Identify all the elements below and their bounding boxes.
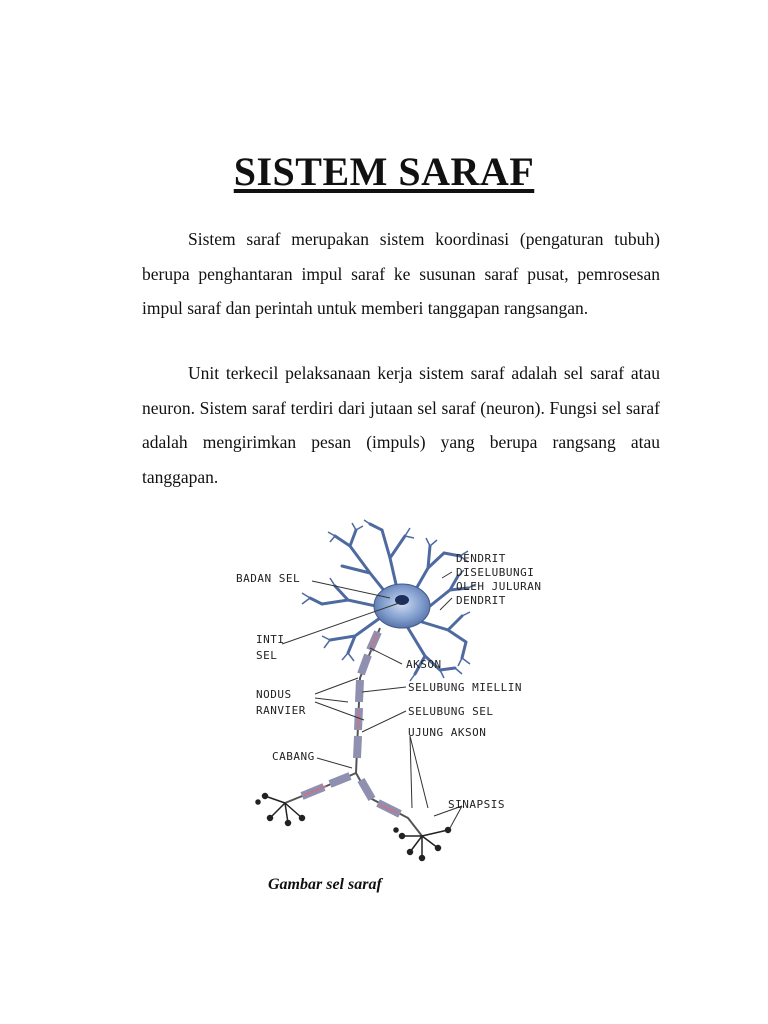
label-badan-sel: BADAN SEL bbox=[236, 572, 301, 585]
paragraph-1: Sistem saraf merupakan sistem koordinasi (pengaturan tubuh) berupa penghantaran impul saraf ke susunan saraf pusat, pemrosesan impul saraf dan perintah untuk memberi tanggapan rangsangan. bbox=[142, 229, 660, 318]
label-ujung-akson: UJUNG AKSON bbox=[408, 726, 487, 739]
label-nodus-1: NODUS bbox=[256, 688, 292, 701]
label-dendrit-3: OLEH JULURAN bbox=[456, 580, 542, 593]
label-inti-sel-1: INTI bbox=[256, 633, 285, 646]
neuron-figure bbox=[230, 518, 580, 868]
document-title: SISTEM SARAF bbox=[233, 149, 535, 194]
label-nodus-2: RANVIER bbox=[256, 704, 306, 717]
label-cabang: CABANG bbox=[272, 750, 315, 763]
label-dendrit-2: DISELUBUNGI bbox=[456, 566, 535, 579]
label-inti-sel-2: SEL bbox=[256, 649, 278, 662]
label-selubung-sel: SELUBUNG SEL bbox=[408, 705, 494, 718]
label-akson: AKSON bbox=[406, 658, 442, 671]
neuron-diagram bbox=[230, 518, 580, 868]
label-dendrit-4: DENDRIT bbox=[456, 594, 506, 607]
label-sinapsis: SINAPSIS bbox=[448, 798, 505, 811]
label-dendrit-1: DENDRIT bbox=[456, 552, 506, 565]
label-selubung-miellin: SELUBUNG MIELLIN bbox=[408, 681, 522, 694]
cell-body bbox=[374, 584, 430, 628]
figure-caption: Gambar sel saraf bbox=[268, 876, 382, 893]
myelin-sheath bbox=[302, 632, 400, 814]
axon-terminals bbox=[256, 794, 451, 861]
paragraph-2: Unit terkecil pelaksanaan kerja sistem saraf adalah sel saraf atau neuron. Sistem saraf terdiri dari jutaan sel saraf (neuron). Fungsi sel saraf adalah mengirimkan pesan (impuls) yang berupa rangsang atau tanggapan. bbox=[142, 363, 660, 487]
